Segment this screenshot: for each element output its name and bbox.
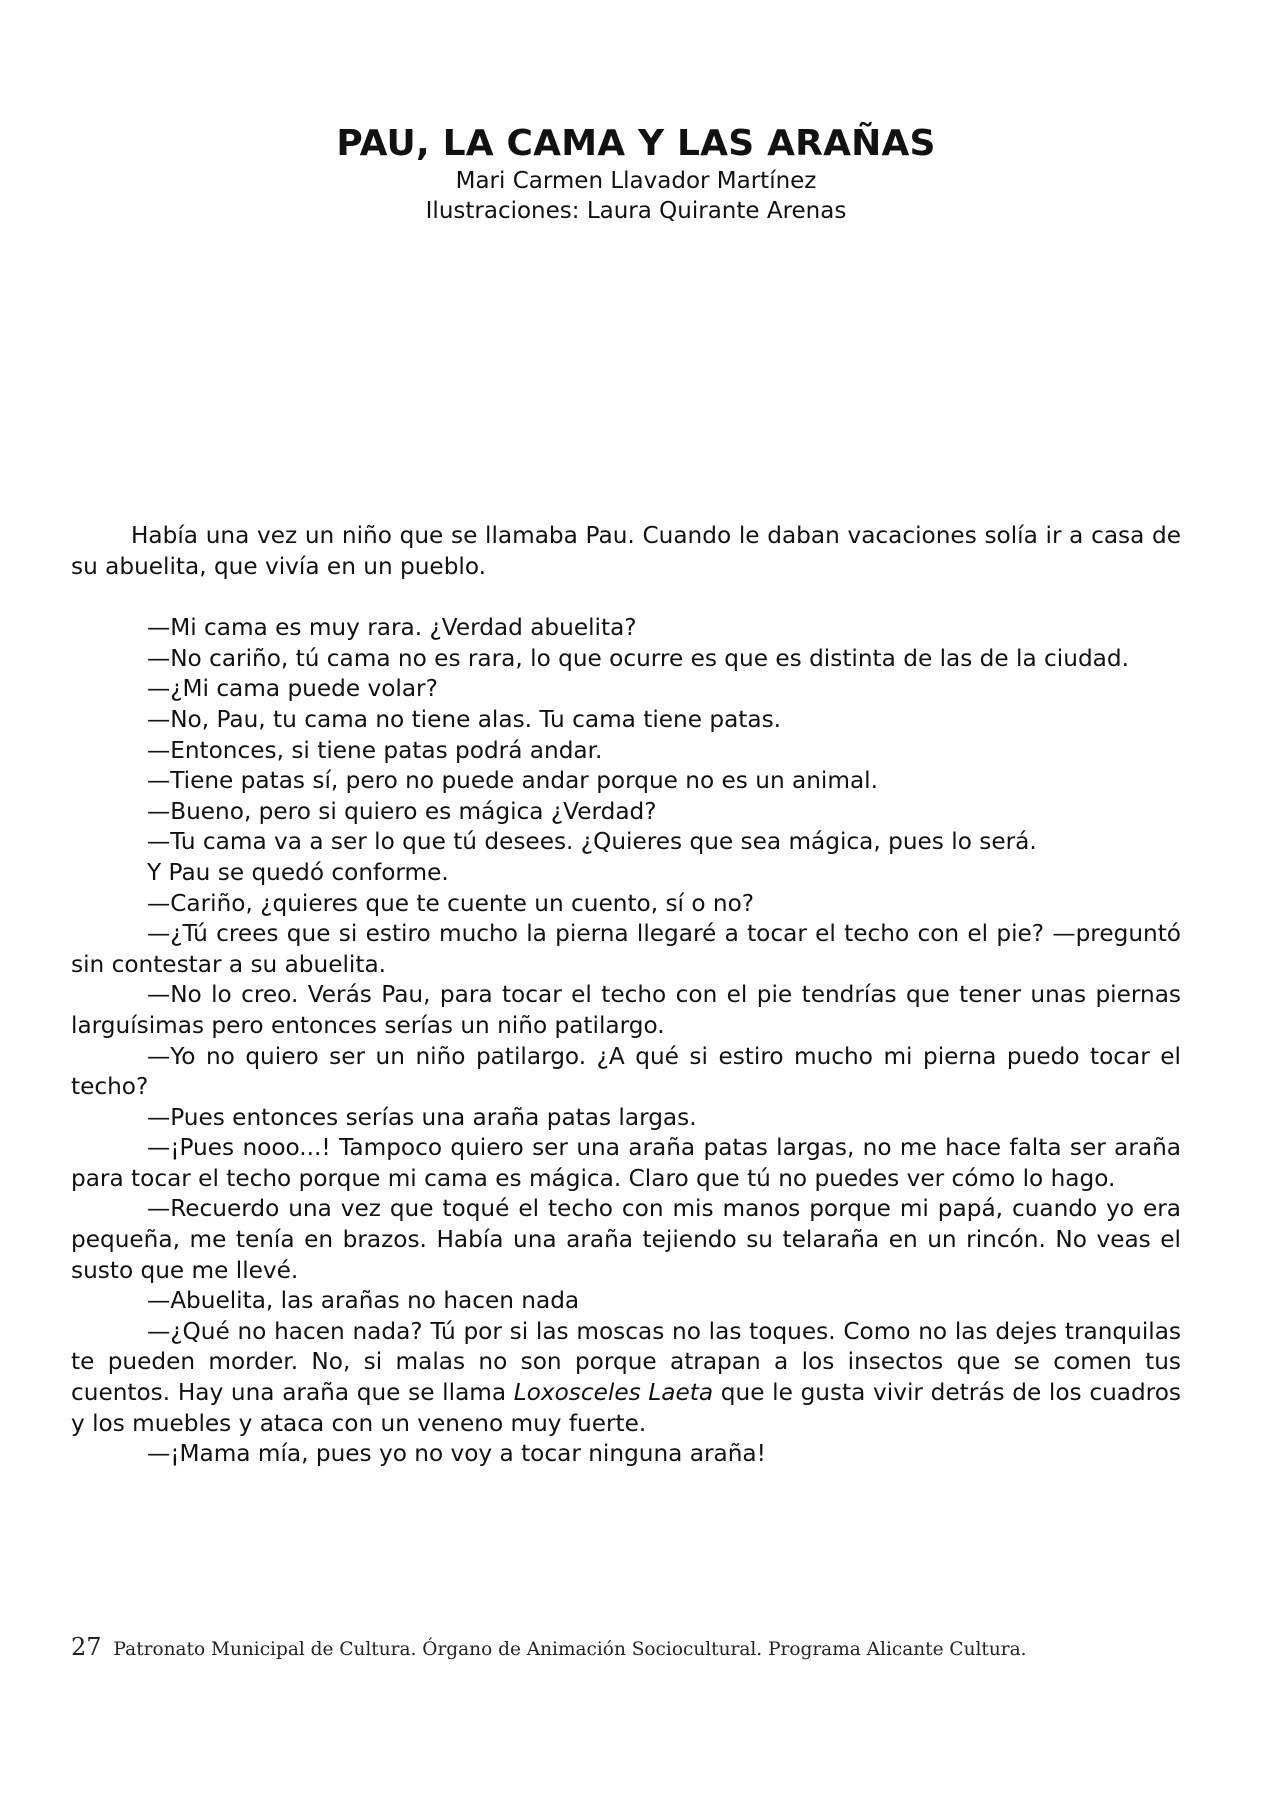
dialogue-line: —No, Pau, tu cama no tiene alas. Tu cama tiene patas. <box>147 705 782 733</box>
spider-species-name: Loxosceles Laeta <box>513 1379 714 1407</box>
dialogue-line: —Mi cama es muy rara. ¿Verdad abuelita? <box>147 614 637 642</box>
story-header <box>0 122 1272 226</box>
dialogue-line: —Yo no quiero ser un niño patilargo. ¿A qué si estiro mucho mi pierna puedo tocar el techo? <box>71 1042 1181 1101</box>
spider-text-after: que le gusta vivir detrás de los cuadros y los muebles y ataca con un veneno muy fuerte. <box>71 1379 1181 1437</box>
dialogue-line: —¿Mi cama puede volar? <box>147 675 438 703</box>
dialogue-line: —Bueno, pero si quiero es mágica ¿Verdad? <box>147 797 657 825</box>
dialogue-line: —Recuerdo una vez que toqué el techo con mis manos porque mi papá, cuando yo era pequeña, me tenía en brazos. Había una araña tejiendo su telaraña en un rincón. No veas el susto que me llevé. <box>71 1195 1181 1284</box>
final-dialogue-line: —¡Mama mía, pues yo no voy a tocar ninguna araña! <box>147 1440 766 1468</box>
story-title: PAU, LA CAMA Y LAS ARAÑAS <box>336 123 936 164</box>
page-footer <box>71 1633 1027 1661</box>
dialogue-line: —Abuelita, las arañas no hacen nada <box>147 1287 580 1315</box>
story-body <box>71 521 1181 1470</box>
page-number: 27 <box>71 1633 102 1661</box>
dialogue-line: —No lo creo. Verás Pau, para tocar el techo con el pie tendrías que tener unas piernas larguísimas pero entonces serías un niño patilargo. <box>71 981 1181 1039</box>
dialogue-line: —Entonces, si tiene patas podrá andar. <box>147 736 603 764</box>
dialogue-line: —Tu cama va a ser lo que tú desees. ¿Quieres que sea mágica, pues lo será. <box>147 828 1037 856</box>
spider-paragraph <box>71 1317 1181 1439</box>
illustrator-credit: Ilustraciones: Laura Quirante Arenas <box>425 198 847 224</box>
dialogue-line: —¿Tú crees que si estiro mucho la pierna llegaré a tocar el techo con el pie? —preguntó sin contestar a su abuelita. <box>71 920 1181 978</box>
intro-paragraph: Había una vez un niño que se llamaba Pau. Cuando le daban vacaciones solía ir a casa de su abuelita, que vivía en un pueblo. <box>71 522 1181 580</box>
footer-text: Patronato Municipal de Cultura. Órgano de Animación Sociocultural. Programa Alicante Cultura. <box>113 1639 1027 1660</box>
dialogue-line: Y Pau se quedó conforme. <box>147 858 449 886</box>
dialogue-line: —Cariño, ¿quieres que te cuente un cuento, sí o no? <box>147 889 755 917</box>
dialogue-line: —Tiene patas sí, pero no puede andar porque no es un animal. <box>147 767 878 795</box>
author-name: Mari Carmen Llavador Martínez <box>455 168 817 194</box>
dialogue-line: —No cariño, tú cama no es rara, lo que ocurre es que es distinta de las de la ciudad. <box>147 644 1129 672</box>
dialogue-line: —¡Pues nooo...! Tampoco quiero ser una araña patas largas, no me hace falta ser araña para tocar el techo porque mi cama es mágica. Claro que tú no puedes ver cómo lo hago. <box>71 1134 1181 1192</box>
dialogue-line: —Pues entonces serías una araña patas largas. <box>147 1103 697 1131</box>
spider-text-before: —¿Qué no hacen nada? Tú por si las moscas no las toques. Como no las dejes tranquilas te pueden morder. No, si malas no son porque atrapan a los insectos que se comen tus cuentos. Hay una araña que se llama <box>71 1317 1181 1407</box>
